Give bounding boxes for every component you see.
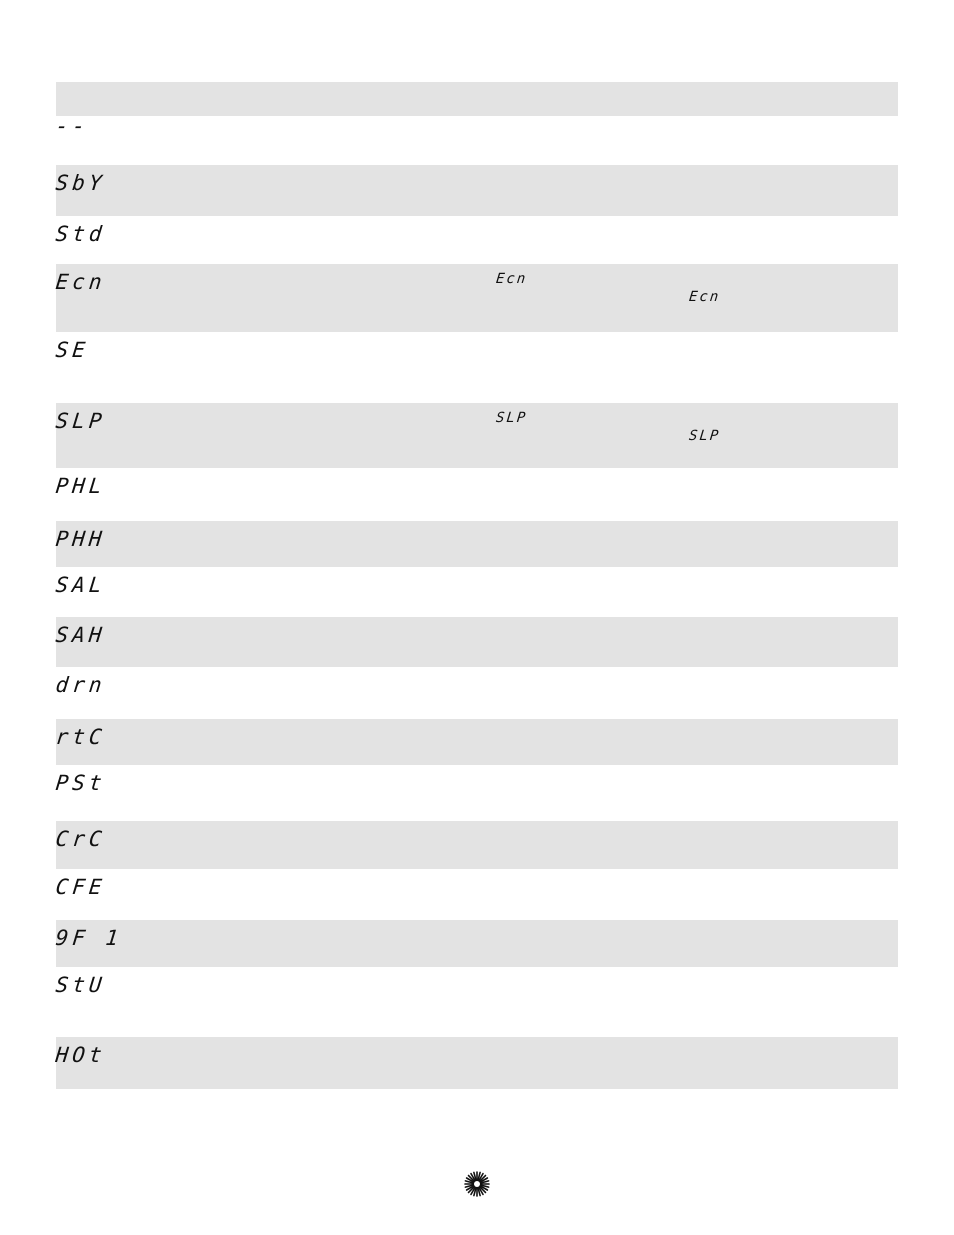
status-code: -- bbox=[54, 114, 91, 138]
status-code: rtC bbox=[54, 725, 107, 749]
status-code: drn bbox=[54, 673, 107, 697]
table-row bbox=[56, 1037, 898, 1089]
status-code: SLP bbox=[54, 409, 107, 433]
status-code: SbY bbox=[54, 171, 107, 195]
status-code: SAL bbox=[54, 573, 107, 597]
starburst-logo-icon bbox=[463, 1170, 491, 1198]
table-row bbox=[56, 567, 898, 617]
table-row bbox=[56, 264, 898, 332]
table-row bbox=[56, 667, 898, 719]
table-row bbox=[56, 719, 898, 765]
table-row bbox=[56, 765, 898, 821]
inline-display-code: SLP bbox=[495, 410, 529, 426]
status-code: Std bbox=[54, 222, 107, 246]
table-row bbox=[56, 116, 898, 165]
status-code: PHH bbox=[54, 527, 107, 551]
status-code: CrC bbox=[54, 827, 107, 851]
status-code: Ecn bbox=[54, 270, 107, 294]
table-row bbox=[56, 920, 898, 967]
table-row bbox=[56, 617, 898, 667]
status-code: PSt bbox=[54, 771, 107, 795]
table-row bbox=[56, 216, 898, 264]
status-code: PHL bbox=[54, 474, 107, 498]
table-row bbox=[56, 165, 898, 216]
table-row bbox=[56, 521, 898, 567]
status-code-table bbox=[56, 82, 898, 1089]
table-row bbox=[56, 468, 898, 521]
status-code: 9F 1 bbox=[54, 926, 124, 950]
inline-display-code: SLP bbox=[688, 428, 722, 444]
table-row bbox=[56, 403, 898, 468]
table-row bbox=[56, 332, 898, 403]
inline-display-code: Ecn bbox=[495, 271, 529, 287]
status-code: SAH bbox=[54, 623, 107, 647]
status-code: StU bbox=[54, 973, 107, 997]
table-header bbox=[56, 82, 898, 116]
inline-display-code: Ecn bbox=[688, 289, 722, 305]
table-row bbox=[56, 967, 898, 1037]
table-body bbox=[56, 116, 898, 1089]
status-code: CFE bbox=[54, 875, 107, 899]
status-code: SE bbox=[54, 338, 91, 362]
table-row bbox=[56, 821, 898, 869]
status-code: HOt bbox=[54, 1043, 107, 1067]
table-row bbox=[56, 869, 898, 920]
